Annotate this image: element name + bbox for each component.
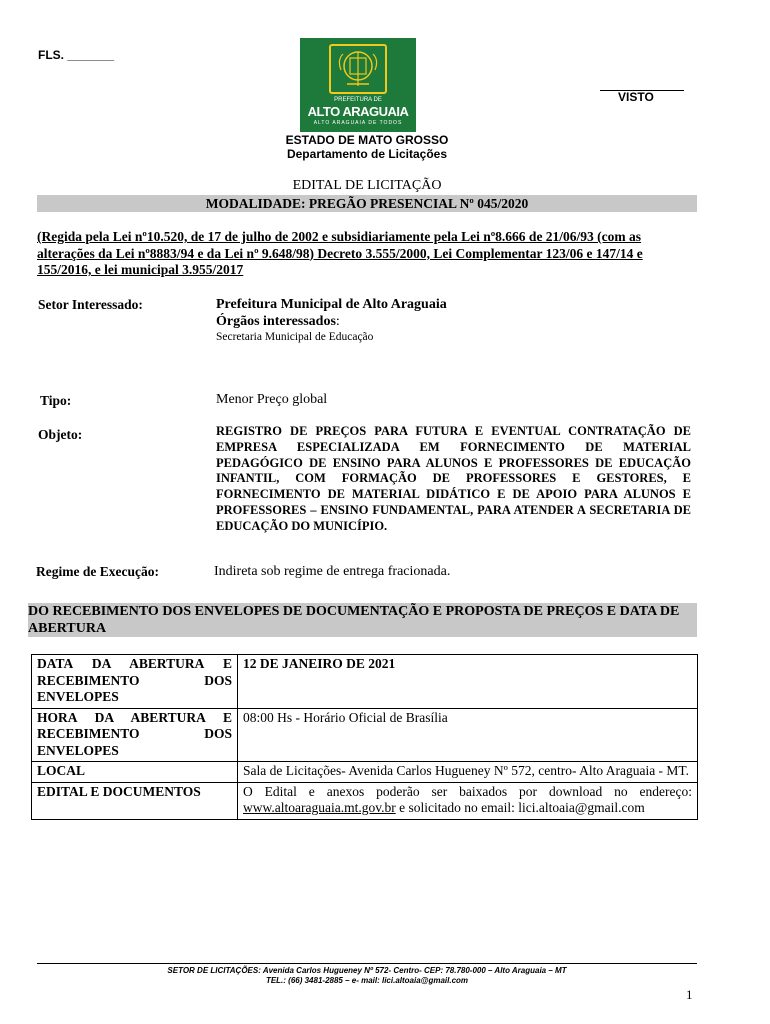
objeto-value: REGISTRO DE PREÇOS PARA FUTURA E EVENTUAL CONTRATAÇÃO DE EMPRESA ESPECIALIZADA EM FORNECIMENTO DE MATERIAL PEDAGÓGICO DE ENSINO PARA ALUNOS E PROFESSORES DE EDUCAÇÃO INFANTIL, COM FORMAÇÃO DE PROFESSORES E GESTORES, E FORNECIMENTO DE MATERIAL DIDÁTICO E DE APOIO PARA ALUNOS E PROFESSORES – ENSINO FUNDAMENTAL, PARA ATENDER A SECRETARIA DE EDUCAÇÃO DO MUNICÍPIO.: [216, 424, 691, 533]
footer-contact: TEL.: (66) 3481-2885 – e- mail: lici.altoaia@gmail.com: [265, 976, 469, 985]
visto-label: VISTO: [618, 90, 654, 104]
tipo-label: Tipo:: [40, 393, 72, 408]
prefeitura-logo: [300, 38, 416, 132]
regime-label: Regime de Execução:: [36, 564, 159, 579]
departamento-heading: Departamento de Licitações: [286, 147, 448, 161]
estado-heading: ESTADO DE MATO GROSSO: [285, 133, 449, 147]
setor-value: Prefeitura Municipal de Alto Araguaia: [216, 297, 447, 312]
table-row: [32, 708, 698, 762]
row-value: 08:00 Hs - Horário Oficial de Brasília: [238, 708, 698, 762]
regime-value: Indireta sob regime de entrega fracionada.: [214, 564, 451, 579]
row-label: DATA DA ABERTURA E RECEBIMENTO DOS ENVELOPES: [32, 655, 238, 709]
row-label: LOCAL: [32, 762, 238, 783]
row-value: [238, 782, 698, 819]
orgaos-value: Secretaria Municipal de Educação: [216, 331, 374, 343]
logo-name: ALTO ARAGUAIA: [307, 104, 409, 119]
footer-divider: [37, 963, 697, 964]
orgaos-label: Órgãos interessados: [216, 314, 336, 329]
opening-info-table: [31, 654, 698, 820]
table-row: [32, 762, 698, 783]
logo-top-text: PREFEITURA DE: [334, 97, 382, 103]
row-label: HORA DA ABERTURA E RECEBIMENTO DOS ENVELOPES: [32, 708, 238, 762]
section-heading: DO RECEBIMENTO DOS ENVELOPES DE DOCUMENTAÇÃO E PROPOSTA DE PREÇOS E DATA DE ABERTURA: [28, 603, 697, 637]
fls-field: FLS. _______: [38, 48, 115, 62]
footer-address: SETOR DE LICITAÇÕES: Avenida Carlos Hugueney Nº 572- Centro- CEP: 78.780-000 – Alto Araguaia – MT: [167, 966, 567, 975]
table-row: [32, 655, 698, 709]
orgaos-line: [216, 314, 340, 330]
email-text: e solicitado no email: lici.altoaia@gmail.com: [395, 800, 645, 815]
website-link[interactable]: www.altoaraguaia.mt.gov.br: [243, 800, 396, 815]
objeto-label: Objeto:: [38, 427, 83, 442]
legal-basis-paragraph: (Regida pela Lei nº10.520, de 17 de julho de 2002 e subsidiariamente pela Lei nº8.666 de 21/06/93 (com as alterações da Lei nº8883/94 e da Lei nº 9.648/98) Decreto 3.555/2000, Lei Complementar 123/06 e 147/14 e 155/2016, e lei municipal 3.955/2017: [37, 229, 643, 277]
download-text: O Edital e anexos poderão ser baixados por download no endereço:: [243, 783, 692, 799]
row-label: EDITAL E DOCUMENTOS: [32, 782, 238, 819]
setor-label: Setor Interessado:: [38, 297, 143, 312]
logo-tagline: ALTO ARAGUAIA DE TODOS: [313, 120, 403, 126]
coat-of-arms-icon: [329, 44, 387, 94]
modalidade-band: MODALIDADE: PREGÃO PRESENCIAL Nº 045/2020: [37, 195, 697, 212]
row-value: Sala de Licitações- Avenida Carlos Hugueney Nº 572, centro- Alto Araguaia - MT.: [238, 762, 698, 783]
table-row: [32, 782, 698, 819]
orgaos-colon: :: [335, 314, 340, 329]
tipo-value: Menor Preço global: [216, 392, 328, 407]
page-number: 1: [686, 987, 693, 1002]
document-title: EDITAL DE LICITAÇÃO: [292, 178, 442, 193]
row-value: 12 DE JANEIRO DE 2021: [238, 655, 698, 709]
